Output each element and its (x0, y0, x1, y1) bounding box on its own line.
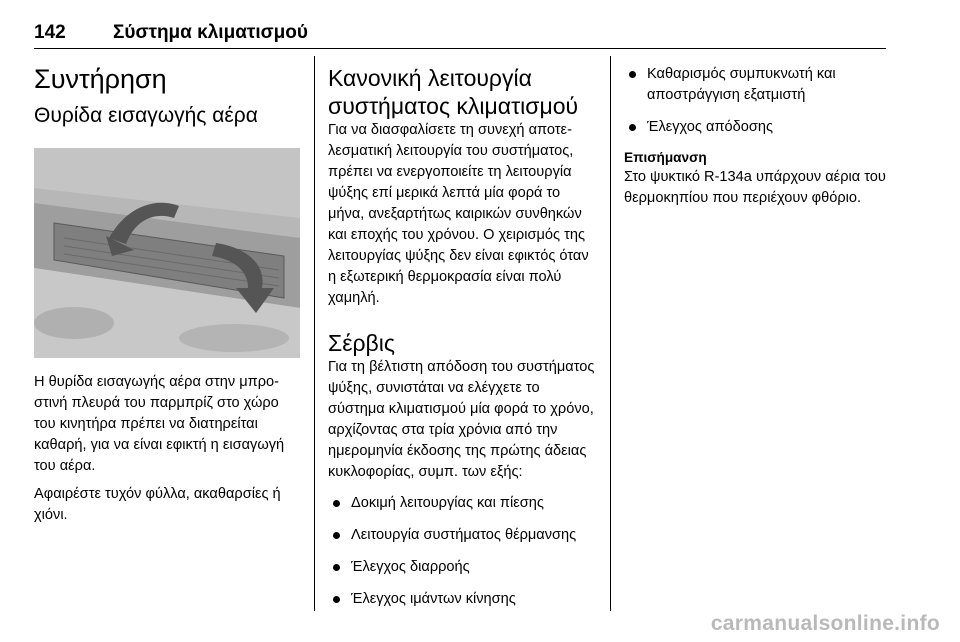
watermark: carmanualsonline.info (710, 612, 940, 635)
list-item-text: Έλεγχος ιμάντων κίνησης (351, 591, 516, 607)
bullet-icon (333, 564, 340, 571)
list-item (328, 589, 598, 610)
list-item (328, 493, 598, 514)
air-intake-illustration (34, 148, 300, 358)
paragraph: Για τη βέλτιστη απόδοση του συστήματος ψύξης, συνιστάται να ελέγχετε το σύστημα κλιματισμού μία φορά το χρόνο, αρχίζοντας στα τρία χρόνια από την ημερομηνία έκδοσης της πρώτης άδειας κυκλοφορίας, συμπ. των εξής: (328, 359, 595, 480)
chapter-title: Σύστημα κλιματισμού (113, 22, 308, 43)
list-item (624, 64, 886, 106)
note-title: Επισήμανση (624, 150, 707, 165)
paragraph: Για να διασφαλίσετε τη συνεχή αποτελεσματική λειτουργία του συστήματος, πρέπει να ενεργοποιείτε τη λειτουργία ψύξης επί μερικά λεπτά μία φορά το μήνα, ανεξαρτήτως καιρικών συνθηκών και εποχής του χρόνου. Ο χειρισμός της λειτουργίας ψύξης δεν είναι εφικτός όταν η εξωτερική θερμοκρασία είναι πολύ χαμηλή. (328, 122, 589, 306)
page-number: 142 (34, 22, 66, 43)
section-title: Συντήρηση (34, 64, 167, 94)
list-item-text: Έλεγχος απόδοσης (647, 119, 774, 135)
bullet-icon (333, 532, 340, 539)
page-header (34, 18, 886, 49)
bullet-icon (629, 124, 636, 131)
paragraph: Αφαιρέστε τυχόν φύλλα, ακαθαρσίες ή χιόνι. (34, 486, 281, 523)
subsection-title: Θυρίδα εισαγωγής αέρα (34, 104, 258, 127)
column-divider (314, 56, 315, 611)
service-checklist (328, 493, 598, 610)
column-middle (328, 56, 598, 621)
heading-normal-operation: Κανονική λειτουργία συστήματος κλιματισμού (328, 65, 579, 119)
list-item-text: Καθαρισμός συμπυκνωτή και αποστράγγιση εξατμιστή (647, 66, 836, 103)
windscreen-air-inlet-image (34, 148, 300, 358)
list-item-text: Έλεγχος διαρροής (351, 559, 470, 575)
list-item (624, 117, 886, 138)
list-item (328, 525, 598, 546)
service-checklist-continued (624, 64, 886, 138)
column-right (624, 56, 886, 209)
list-item (328, 557, 598, 578)
paragraph: Η θυρίδα εισαγωγής αέρα στην μπροστινή πλευρά του παρμπρίζ στο χώρο του κινητήρα πρέπει να διατηρείται καθαρή, για να είναι εφικτή η εισαγωγή του αέρα. (34, 374, 285, 474)
list-item-text: Λειτουργία συστήματος θέρμανσης (351, 527, 577, 543)
heading-service: Σέρβις (328, 330, 395, 356)
list-item-text: Δοκιμή λειτουργίας και πίεσης (351, 495, 544, 511)
bullet-icon (629, 71, 636, 78)
bullet-icon (333, 596, 340, 603)
column-divider (610, 56, 611, 611)
bullet-icon (333, 500, 340, 507)
column-left (34, 56, 300, 526)
note-text: Στο ψυκτικό R-134a υπάρχουν αέρια του θερμοκηπίου που περιέχουν φθόριο. (624, 169, 886, 206)
